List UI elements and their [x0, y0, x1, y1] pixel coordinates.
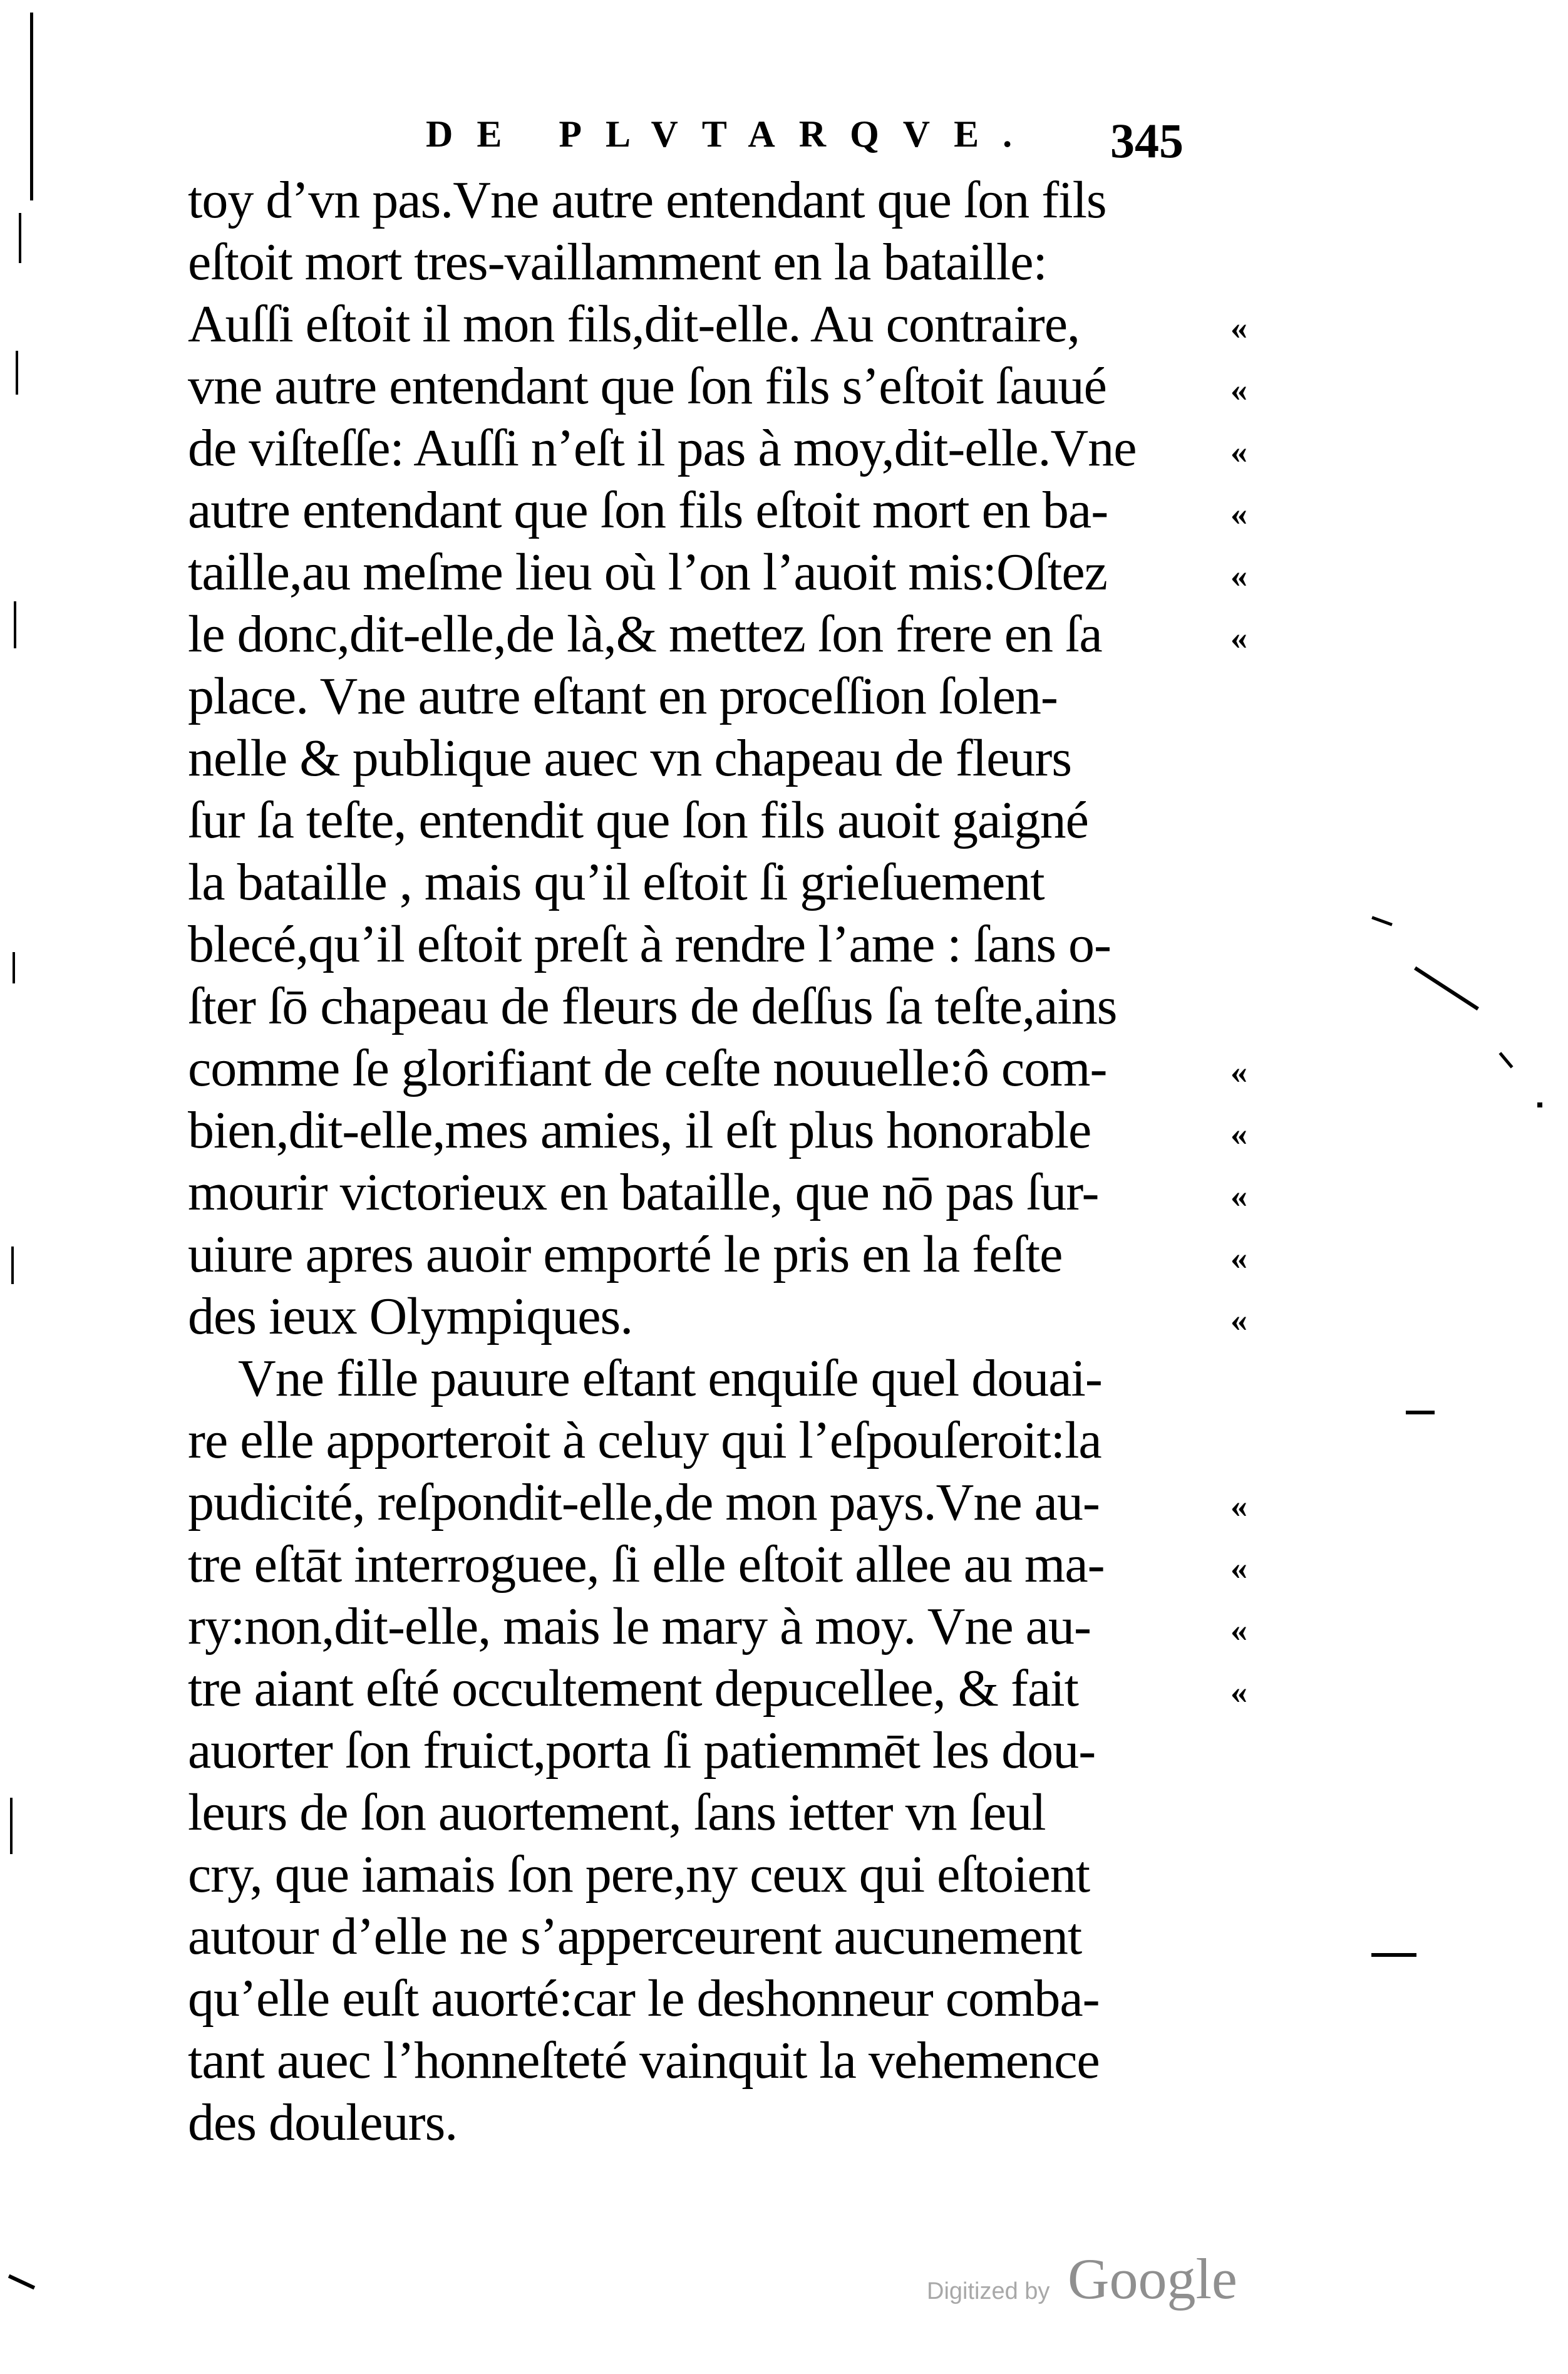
text-line: Auſſi eſtoit il mon fils,dit-elle. Au contraire, «: [188, 293, 1290, 355]
quotation-marker: «: [1230, 309, 1247, 346]
text-line: leurs de ſon auortement, ſans ietter vn ſeul: [188, 1783, 1046, 1842]
body-text: [188, 169, 1290, 2154]
scan-edge-line: [14, 601, 16, 648]
text-line: le donc,dit-elle,de là,& mettez ſon frere en ſa «: [188, 603, 1290, 665]
text-line: taille,au meſme lieu où l’on l’auoit mis:Oſtez «: [188, 541, 1290, 603]
scan-edge-line: [10, 1798, 13, 1854]
quotation-marker: «: [1230, 1487, 1247, 1525]
scan-speck: [1537, 1102, 1542, 1107]
google-logo: Google: [1068, 2247, 1237, 2311]
scan-edge-line: [19, 213, 21, 263]
quotation-marker: «: [1230, 1611, 1247, 1649]
text-line: autre entendant que ſon fils eſtoit mort en ba- «: [188, 479, 1290, 541]
scan-edge-line: [11, 1247, 14, 1284]
text-line: des douleurs.: [188, 2093, 458, 2152]
text-line: pudicité, reſpondit-elle,de mon pays.Vne au- «: [188, 1471, 1290, 1533]
text-line: blecé,qu’il eſtoit preſt à rendre l’ame : ſans o-: [188, 915, 1112, 973]
scan-edge-line: [16, 351, 18, 395]
text-line: mourir victorieux en bataille, que nō pas ſur- «: [188, 1161, 1290, 1223]
text-line: ſur ſa teſte, entendit que ſon fils auoit gaigné: [188, 791, 1088, 849]
quotation-marker: «: [1230, 1177, 1247, 1215]
quotation-marker: «: [1230, 433, 1247, 470]
text-line: cry, que iamais ſon pere,ny ceux qui eſtoient: [188, 1845, 1090, 1904]
scan-speck: [1371, 1953, 1416, 1957]
text-line: ſter ſō chapeau de fleurs de deſſus ſa teſte,ains: [188, 977, 1117, 1035]
quotation-marker: «: [1230, 495, 1247, 532]
scan-speck: [1406, 1411, 1435, 1414]
quotation-marker: «: [1230, 371, 1247, 408]
running-head: DE PLVTARQVE.: [426, 113, 1036, 155]
quotation-marker: «: [1230, 1053, 1247, 1091]
text-line: tre aiant eſté occultement depucellee, & fait «: [188, 1657, 1290, 1719]
scan-speck: [1371, 916, 1393, 926]
text-line: uiure apres auoir emporté le pris en la feſte «: [188, 1223, 1290, 1285]
quotation-marker: «: [1230, 1239, 1247, 1277]
scan-speck: [8, 2274, 35, 2289]
text-line: comme ſe glorifiant de ceſte nouuelle:ô com- «: [188, 1037, 1290, 1099]
text-line: nelle & publique auec vn chapeau de fleurs: [188, 729, 1072, 787]
quotation-marker: «: [1230, 1301, 1247, 1339]
text-line: bien,dit-elle,mes amies, il eſt plus honorable «: [188, 1099, 1290, 1161]
text-line: toy d’vn pas.Vne autre entendant que ſon fils: [188, 171, 1106, 229]
text-line: des ieux Olympiques. «: [188, 1285, 1290, 1347]
scan-speck: [1498, 1052, 1513, 1068]
digitized-by-label: Digitized by: [927, 2278, 1050, 2304]
text-line: auorter ſon fruict,porta ſi patiemmēt les dou-: [188, 1721, 1096, 1780]
page-number: 345: [1110, 113, 1184, 168]
text-line: autour d’elle ne s’apperceurent aucunement: [188, 1907, 1082, 1966]
text-line: eſtoit mort tres-vaillamment en la bataille:: [188, 233, 1047, 291]
paragraph-start-line: Vne fille pauure eſtant enquiſe quel douai-: [238, 1349, 1102, 1407]
text-line: place. Vne autre eſtant en proceſſion ſolen-: [188, 667, 1058, 725]
text-line: qu’elle euſt auorté:car le deshonneur comba-: [188, 1969, 1100, 2028]
text-line: la bataille , mais qu’il eſtoit ſi grieſuement: [188, 853, 1044, 911]
text-line: tant auec l’honneſteté vainquit la vehemence: [188, 2031, 1100, 2090]
quotation-marker: «: [1230, 1673, 1247, 1711]
text-line: ry:non,dit-elle, mais le mary à moy. Vne au- «: [188, 1595, 1290, 1657]
scan-speck: [1414, 967, 1479, 1010]
text-line: re elle apporteroit à celuy qui l’eſpouſeroit:la: [188, 1411, 1101, 1469]
scan-edge-line: [30, 13, 33, 200]
scan-edge-line: [13, 952, 15, 983]
quotation-marker: «: [1230, 1115, 1247, 1153]
text-line: tre eſtāt interroguee, ſi elle eſtoit allee au ma- «: [188, 1533, 1290, 1595]
quotation-marker: «: [1230, 557, 1247, 594]
quotation-marker: «: [1230, 619, 1247, 656]
text-line: vne autre entendant que ſon fils s’eſtoit ſauué «: [188, 355, 1290, 417]
quotation-marker: «: [1230, 1549, 1247, 1587]
text-line: de viſteſſe: Auſſi n’eſt il pas à moy,dit-elle.Vne «: [188, 417, 1290, 479]
